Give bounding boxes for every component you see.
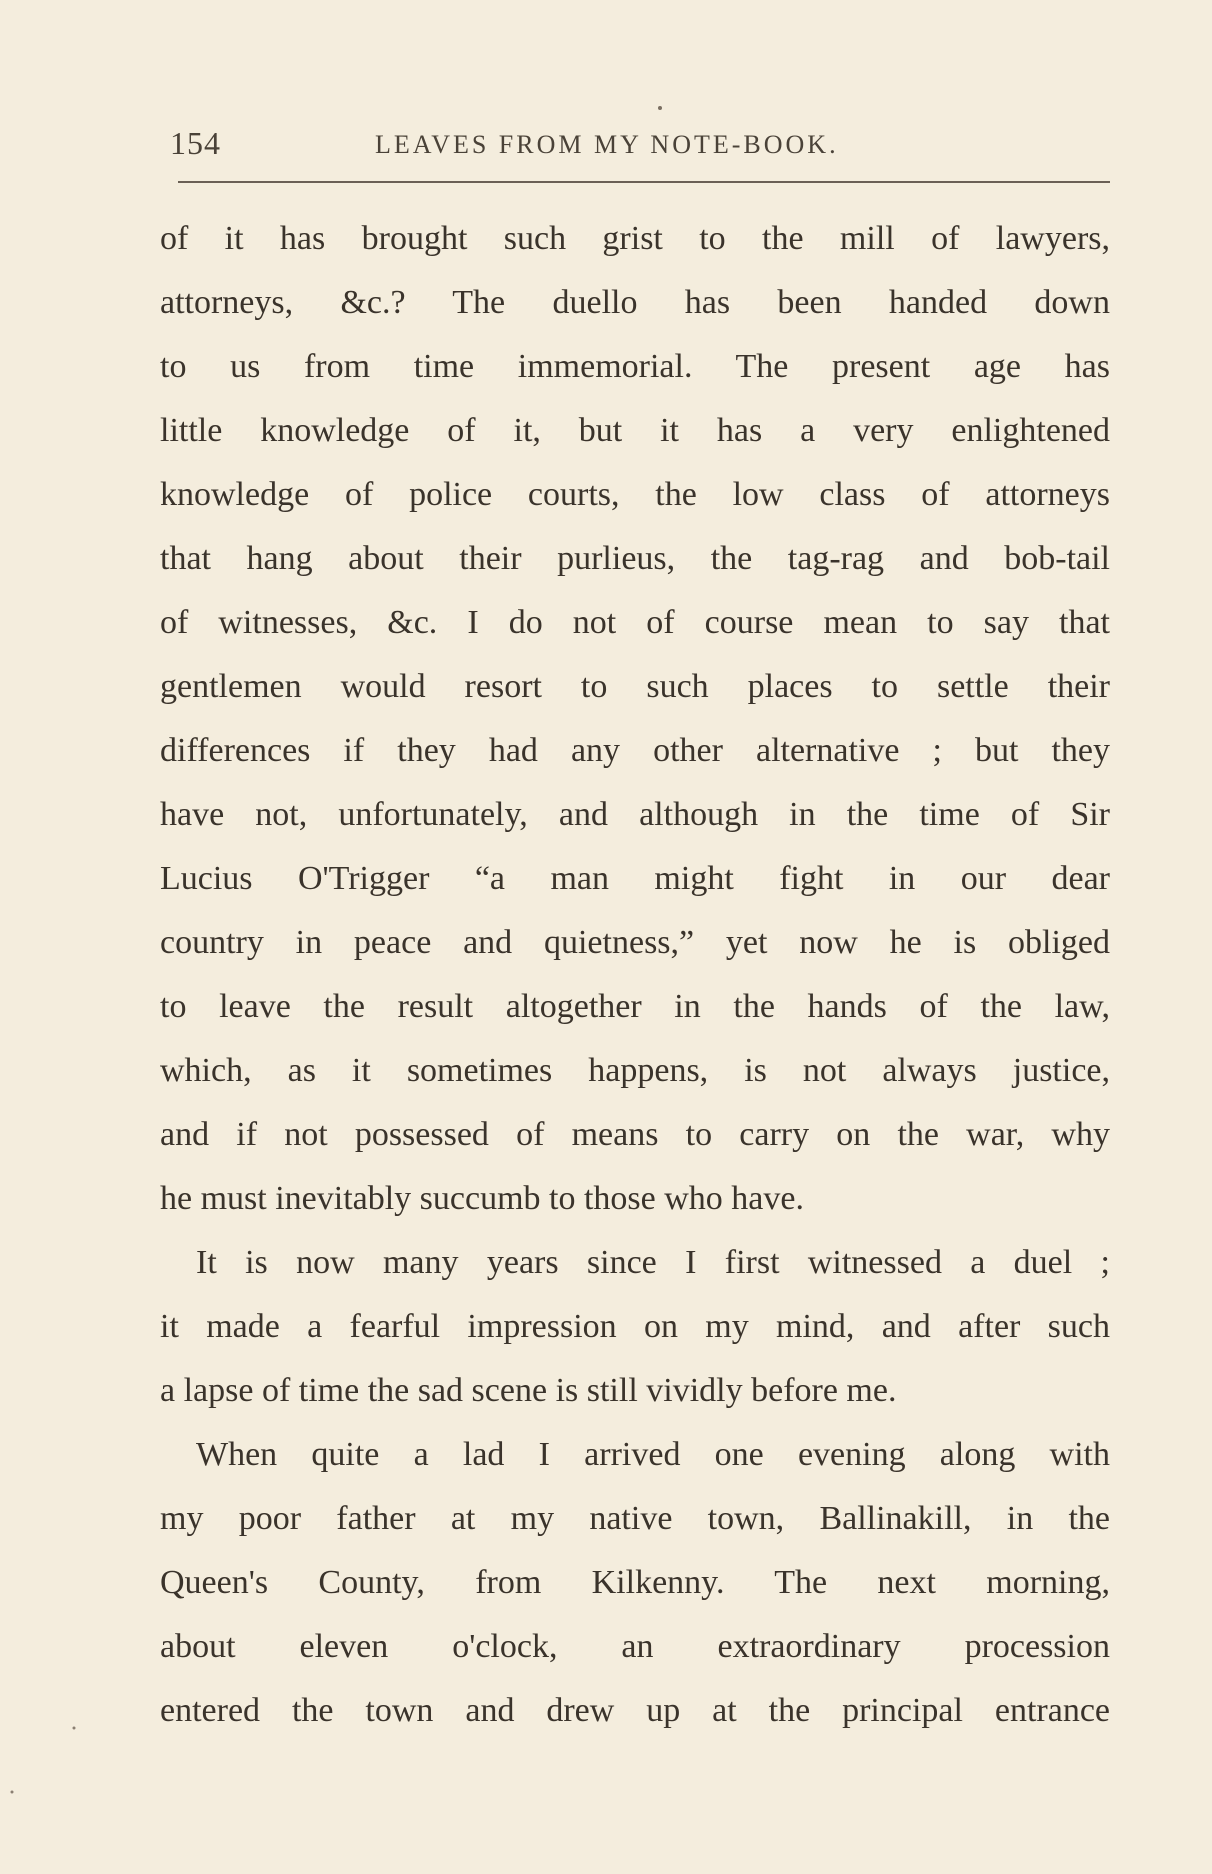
text-line: Queen's County, from Kilkenny. The next morning, <box>160 1564 1110 1601</box>
text-line: entered the town and drew up at the principal entrance <box>160 1692 1110 1729</box>
text-line: country in peace and quietness,” yet now he is obliged <box>160 924 1110 961</box>
text-line: of witnesses, &c. I do not of course mean to say that <box>160 604 1110 641</box>
text-line: It is now many years since I first witnessed a duel ; <box>196 1244 1110 1281</box>
text-line: gentlemen would resort to such places to settle their <box>160 668 1110 705</box>
text-line: it made a fearful impression on my mind, and after such <box>160 1308 1110 1345</box>
page-number: 154 <box>170 125 221 161</box>
text-line: my poor father at my native town, Ballinakill, in the <box>160 1500 1110 1537</box>
text-line: differences if they had any other alternative ; but they <box>160 732 1110 769</box>
speck-mark <box>73 1727 76 1730</box>
text-line: attorneys, &c.? The duello has been handed down <box>160 284 1110 321</box>
speck-mark <box>11 1791 14 1794</box>
text-line: to leave the result altogether in the hands of the law, <box>160 988 1110 1025</box>
text-line: knowledge of police courts, the low class of attorneys <box>160 476 1110 513</box>
text-line: have not, unfortunately, and although in the time of Sir <box>160 796 1110 833</box>
text-line: of it has brought such grist to the mill of lawyers, <box>160 220 1110 257</box>
text-line: he must inevitably succumb to those who have. <box>160 1180 804 1217</box>
text-line: to us from time immemorial. The present age has <box>160 348 1110 385</box>
text-line: When quite a lad I arrived one evening along with <box>196 1436 1110 1473</box>
text-line: about eleven o'clock, an extraordinary procession <box>160 1628 1110 1665</box>
speck-mark <box>658 106 662 110</box>
running-head: LEAVES FROM MY NOTE-BOOK. <box>375 130 839 159</box>
text-line: a lapse of time the sad scene is still vividly before me. <box>160 1372 897 1409</box>
text-line: little knowledge of it, but it has a very enlightened <box>160 412 1110 449</box>
text-line: which, as it sometimes happens, is not always justice, <box>160 1052 1110 1089</box>
text-line: Lucius O'Trigger “a man might fight in our dear <box>160 860 1110 897</box>
text-line: and if not possessed of means to carry on the war, why <box>160 1116 1110 1153</box>
text-line: that hang about their purlieus, the tag-rag and bob-tail <box>160 540 1110 577</box>
